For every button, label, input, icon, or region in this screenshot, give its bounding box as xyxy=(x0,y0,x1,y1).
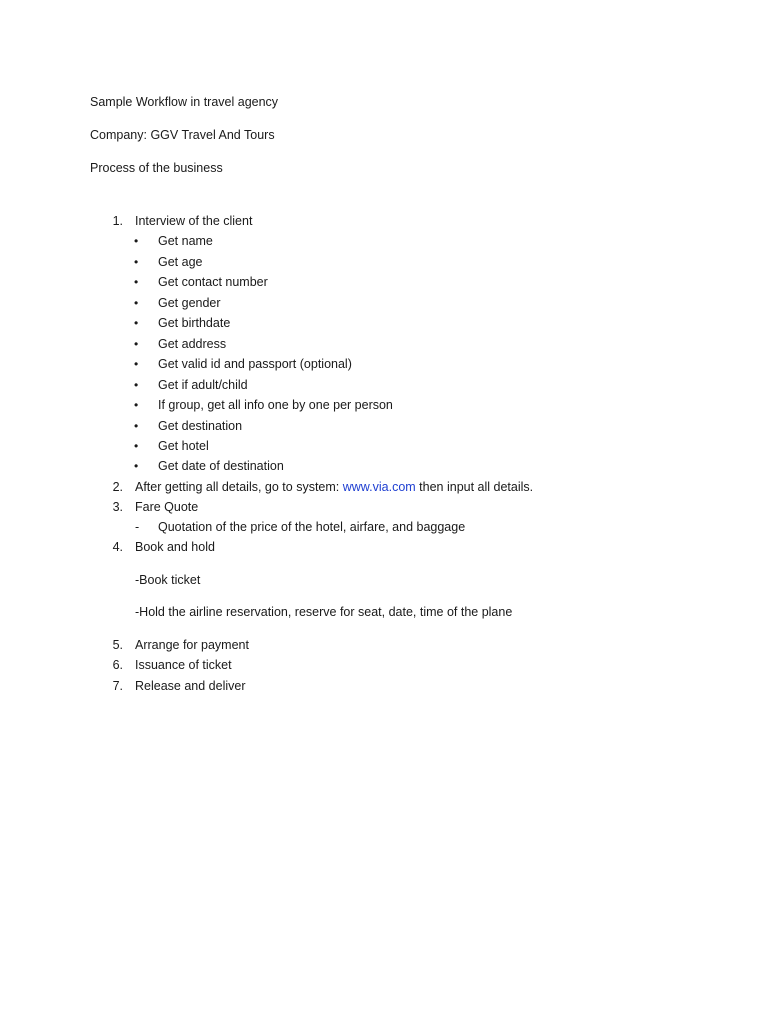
step-number: 1. xyxy=(112,214,123,228)
bullet-icon: • xyxy=(134,255,139,269)
sub-item-text: -Hold the airline reservation, reserve for seat, date, time of the plane xyxy=(135,605,513,619)
sub-item-text: -Book ticket xyxy=(135,573,201,587)
bullet-icon: • xyxy=(134,296,139,310)
company-name: Company: GGV Travel And Tours xyxy=(90,128,275,142)
list-item-text: Get valid id and passport (optional) xyxy=(158,357,352,371)
step-number: 2. xyxy=(112,480,123,494)
bullet-icon: • xyxy=(134,419,139,433)
step-number: 5. xyxy=(112,638,123,652)
list-item-text: Get contact number xyxy=(158,275,268,289)
list-item-text: Get if adult/child xyxy=(158,378,248,392)
step-text-before: After getting all details, go to system: xyxy=(135,480,343,494)
dash-marker: - xyxy=(135,520,140,534)
list-item-text: Get birthdate xyxy=(158,316,231,330)
list-item-text: Get date of destination xyxy=(158,459,284,473)
step-label: Issuance of ticket xyxy=(135,658,232,672)
bullet-icon: • xyxy=(134,275,139,289)
list-item-text: Get address xyxy=(158,337,227,351)
bullet-icon: • xyxy=(134,357,139,371)
step-number: 4. xyxy=(112,540,123,554)
step-label: Release and deliver xyxy=(135,679,246,693)
step-label: Fare Quote xyxy=(135,500,199,514)
bullet-icon: • xyxy=(134,439,139,453)
bullet-icon: • xyxy=(134,316,139,330)
system-link[interactable]: www.via.com xyxy=(342,480,416,494)
list-item-text: Get name xyxy=(158,234,213,248)
step-label: Interview of the client xyxy=(135,214,253,228)
bullet-icon: • xyxy=(134,459,139,473)
step-text xyxy=(135,479,533,495)
step-label: Arrange for payment xyxy=(135,638,249,652)
list-item-text: Get gender xyxy=(158,296,221,310)
list-item-text: Get age xyxy=(158,255,203,269)
bullet-icon: • xyxy=(134,234,139,248)
step-number: 7. xyxy=(112,679,123,693)
process-heading: Process of the business xyxy=(90,161,223,175)
list-item-text: Get destination xyxy=(158,419,243,433)
bullet-icon: • xyxy=(134,398,139,412)
step-label: Book and hold xyxy=(135,540,215,554)
step-text-after: then input all details. xyxy=(415,480,534,494)
step-number: 3. xyxy=(112,500,123,514)
sub-item-text: Quotation of the price of the hotel, airfare, and baggage xyxy=(158,520,466,534)
bullet-icon: • xyxy=(134,337,139,351)
step-number: 6. xyxy=(112,658,123,672)
bullet-icon: • xyxy=(134,378,139,392)
list-item-text: If group, get all info one by one per person xyxy=(158,398,393,412)
list-item-text: Get hotel xyxy=(158,439,209,453)
document-title: Sample Workflow in travel agency xyxy=(90,95,279,109)
